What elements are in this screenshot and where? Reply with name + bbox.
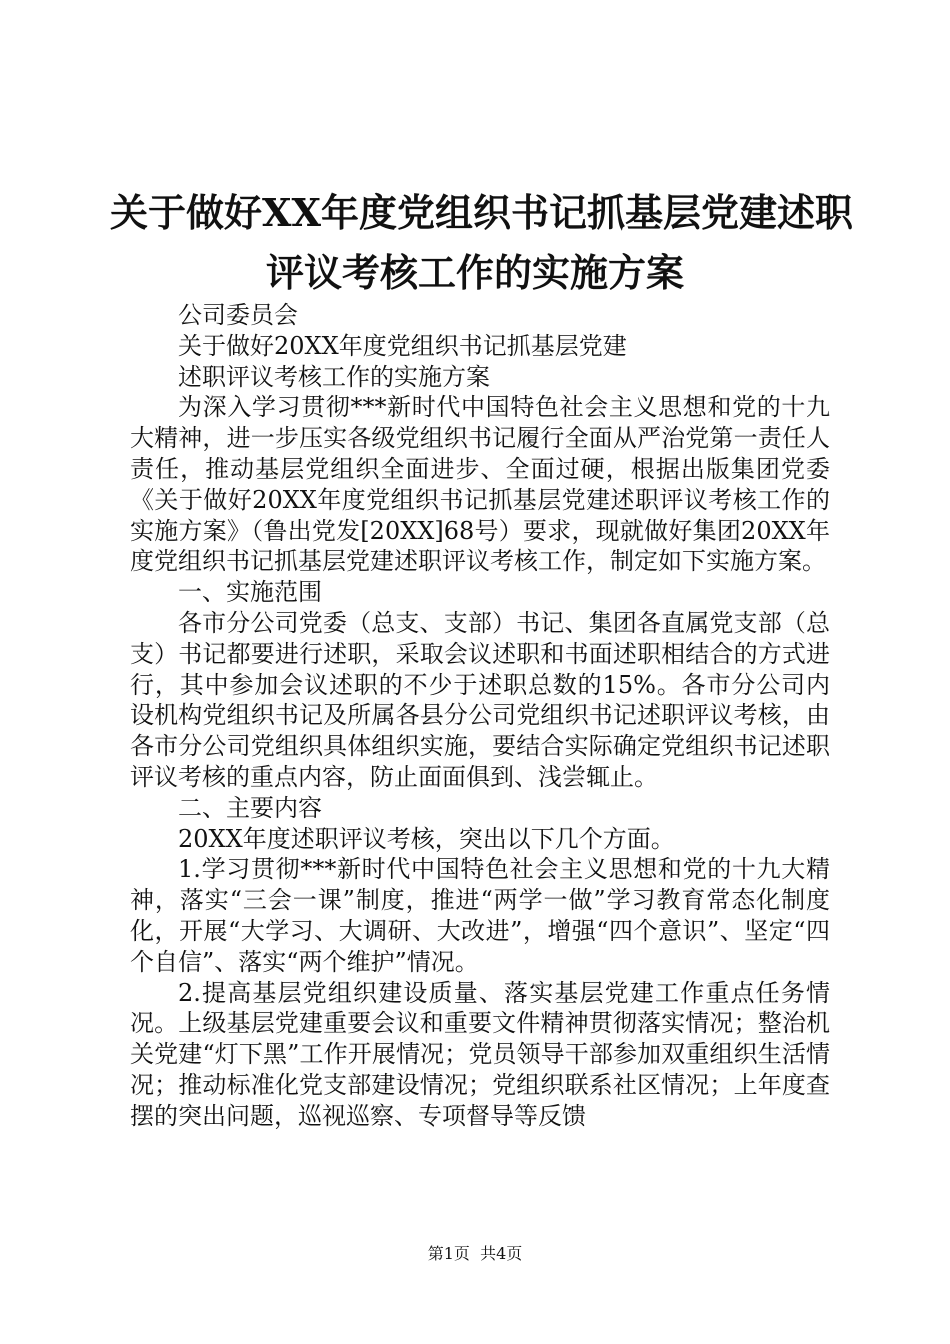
paragraph-scope: 各市分公司党委（总支、支部）书记、集团各直属党支部（总支）书记都要进行述职，采取会议述职和书面述职相结合的方式进行，其中参加会议述职的不少于述职总数的15%。各市分公司内设机构党组织书记及所属各县分公司党组织书记述职评议考核，由各市分公司党组织具体组织实施，要结合实际确定党组织书记述职评议考核的重点内容，防止面面俱到、浅尝辄止。 bbox=[130, 608, 830, 791]
paragraph-item-1: 1.学习贯彻***新时代中国特色社会主义思想和党的十九大精神，落实“三会一课”制度，推进“两学一做”学习教育常态化制度化，开展“大学习、大调研、大改进”，增强“四个意识”、坚定“四个自信”、落实“两个维护”情况。 bbox=[130, 855, 830, 976]
document-title bbox=[110, 183, 853, 303]
section-heading-content: 二、主要内容 bbox=[178, 793, 322, 822]
paragraph-subtitle-2: 述职评议考核工作的实施方案 bbox=[178, 362, 490, 391]
page-footer bbox=[0, 1244, 950, 1264]
document-body bbox=[130, 300, 830, 1132]
section-heading-scope: 一、实施范围 bbox=[178, 578, 322, 607]
paragraph-subtitle-1: 关于做好20XX年度党组织书记抓基层党建 bbox=[178, 331, 627, 360]
title-line-2: 评议考核工作的实施方案 bbox=[265, 250, 684, 295]
paragraph-content-intro: 20XX年度述职评议考核，突出以下几个方面。 bbox=[178, 824, 675, 853]
paragraph-org-name: 公司委员会 bbox=[178, 301, 298, 329]
title-line-1: 关于做好XX年度党组织书记抓基层党建述职 bbox=[110, 190, 853, 235]
paragraph-intro: 为深入学习贯彻***新时代中国特色社会主义思想和党的十九大精神，进一步压实各级党组织书记履行全面从严治党第一责任人责任，推动基层党组织全面进步、全面过硬，根据出版集团党委《关于做好20XX年度党组织书记抓基层党建述职评议考核工作的实施方案》（鲁出党发[20XX]68号）要求，现就做好集团20XX年度党组织书记抓基层党建述职评议考核工作，制定如下实施方案。 bbox=[130, 393, 830, 576]
page-number: 第1页 共4页 bbox=[427, 1244, 523, 1263]
paragraph-item-2: 2.提高基层党组织建设质量、落实基层党建工作重点任务情况。上级基层党建重要会议和重要文件精神贯彻落实情况；整治机关党建“灯下黑”工作开展情况；党员领导干部参加双重组织生活情况；推动标准化党支部建设情况；党组织联系社区情况；上年度查摆的突出问题，巡视巡察、专项督导等反馈 bbox=[130, 978, 830, 1130]
